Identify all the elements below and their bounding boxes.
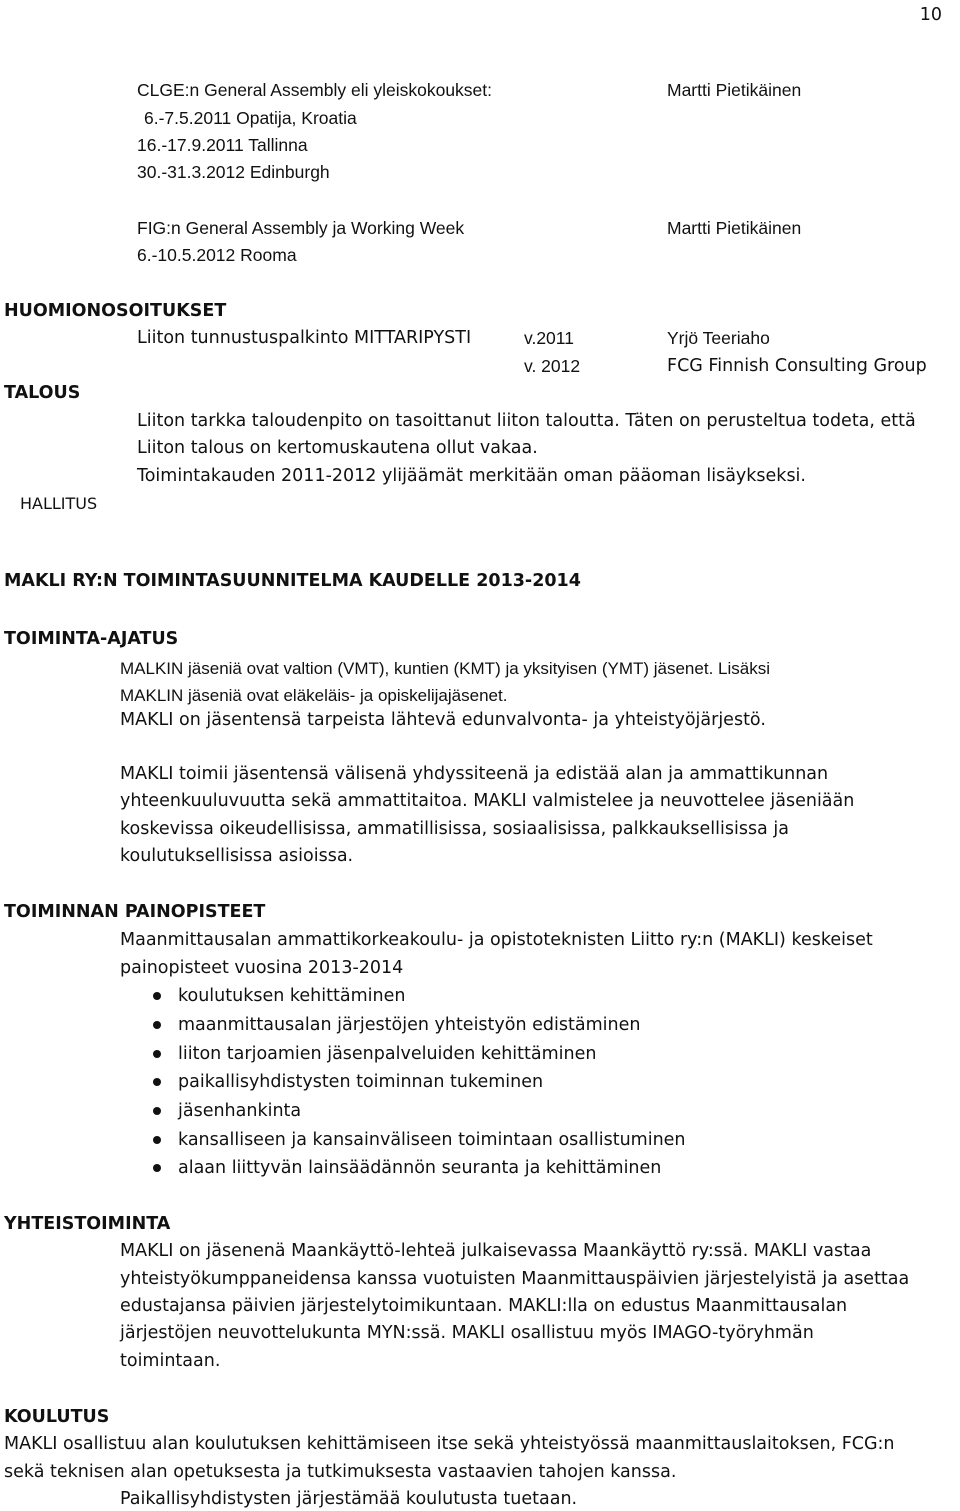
toiminta-para-line: koulutuksellisissa asioissa. (120, 846, 354, 866)
talous-line: Liiton tarkka taloudenpito on tasoittanut liiton taloutta. Täten on perusteltua todeta, että (137, 411, 916, 431)
bullet-icon (153, 1078, 161, 1086)
award-name: Liiton tunnustuspalkinto MITTARIPYSTI (137, 328, 472, 348)
list-item: jäsenhankinta (178, 1101, 302, 1121)
fig-title: FIG:n General Assembly ja Working Week (137, 218, 465, 238)
yhteistoiminta-line: edustajansa päivien järjestelytoimikuntaan. MAKLI:lla on edustus Maanmittausalan (120, 1296, 848, 1316)
hallitus-heading: HALLITUS (20, 494, 98, 513)
bullet-icon (153, 1021, 161, 1029)
yhteistoiminta-line: järjestöjen neuvottelukunta MYN:ssä. MAKLI osallistuu myös IMAGO-työryhmän (120, 1323, 814, 1343)
yhteistoiminta-line: yhteistyökumppaneidensa kanssa vuotuisten Maanmittauspäivien järjestelyistä ja asettaa (120, 1269, 910, 1289)
recognitions-heading: HUOMIONOSOITUKSET (4, 301, 227, 321)
list-item: kansalliseen ja kansainväliseen toimintaan osallistuminen (178, 1130, 686, 1150)
koulutus-heading: KOULUTUS (4, 1407, 110, 1427)
toiminta-para-line: koskevissa oikeudellisissa, ammatillisissa, sosiaalisissa, palkkauksellisissa ja (120, 819, 789, 839)
toiminta-para-line: yhteenkuuluvuutta sekä ammattitaitoa. MAKLI valmistelee ja neuvottelee jäseniään (120, 791, 855, 811)
clge-date: 16.-17.9.2011 Tallinna (137, 135, 308, 155)
talous-line: Toimintakauden 2011-2012 ylijäämät merkitään oman pääoman lisäykseksi. (137, 466, 806, 486)
clge-date: 30.-31.3.2012 Edinburgh (137, 162, 330, 182)
yhteistoiminta-heading: YHTEISTOIMINTA (4, 1214, 171, 1234)
page-number: 10 (919, 5, 942, 25)
yhteistoiminta-line: toimintaan. (120, 1351, 221, 1371)
bullet-icon (153, 1050, 161, 1058)
painopisteet-intro: Maanmittausalan ammattikorkeakoulu- ja opistoteknisten Liitto ry:n (MAKLI) keskeiset (120, 930, 873, 950)
award-year-2011: v.2011 (524, 328, 574, 348)
fig-date: 6.-10.5.2012 Rooma (137, 245, 297, 265)
list-item: alaan liittyvän lainsäädännön seuranta ja kehittäminen (178, 1158, 662, 1178)
koulutus-line: MAKLI osallistuu alan koulutuksen kehittämiseen itse sekä yhteistyössä maanmittauslaitoksen, FCG:n (4, 1434, 895, 1454)
list-item: paikallisyhdistysten toiminnan tukeminen (178, 1072, 544, 1092)
clge-date: 6.-7.5.2011 Opatija, Kroatia (144, 108, 357, 128)
bullet-icon (153, 1164, 161, 1172)
painopisteet-heading: TOIMINNAN PAINOPISTEET (4, 902, 266, 922)
award-recipient-2011: Yrjö Teeriaho (667, 328, 770, 348)
yhteistoiminta-line: MAKLI on jäsenenä Maankäyttö-lehteä julkaisevassa Maankäyttö ry:ssä. MAKLI vastaa (120, 1241, 872, 1261)
bullet-icon (153, 1107, 161, 1115)
bullet-icon (153, 992, 161, 1000)
talous-line: Liiton talous on kertomuskautena ollut vakaa. (137, 438, 538, 458)
list-item: maanmittausalan järjestöjen yhteistyön edistäminen (178, 1015, 641, 1035)
list-item: liiton tarjoamien jäsenpalveluiden kehittäminen (178, 1044, 597, 1064)
award-year-2012: v. 2012 (524, 356, 581, 376)
toiminta-ajatus-heading: TOIMINTA-AJATUS (4, 629, 179, 649)
bullet-icon (153, 1136, 161, 1144)
toiminta-line: MAKLIN jäseniä ovat eläkeläis- ja opiskelijajäsenet. (120, 686, 508, 705)
clge-title: CLGE:n General Assembly eli yleiskokoukset: (137, 80, 493, 100)
plan-title: MAKLI RY:N TOIMINTASUUNNITELMA KAUDELLE 2013-2014 (4, 571, 581, 591)
clge-person: Martti Pietikäinen (667, 80, 802, 100)
toiminta-line: MAKLI on jäsentensä tarpeista lähtevä edunvalvonta- ja yhteistyöjärjestö. (120, 710, 766, 730)
list-item: koulutuksen kehittäminen (178, 986, 406, 1006)
toiminta-line: MALKIN jäseniä ovat valtion (VMT), kuntien (KMT) ja yksityisen (YMT) jäsenet. Lisäksi (120, 659, 770, 678)
talous-heading: TALOUS (4, 383, 81, 403)
award-recipient-2012: FCG Finnish Consulting Group (667, 356, 927, 376)
koulutus-line: sekä teknisen alan opetuksesta ja tutkimuksesta vastaavien tahojen kanssa. (4, 1462, 677, 1482)
toiminta-para-line: MAKLI toimii jäsentensä välisenä yhdyssiteenä ja edistää alan ja ammattikunnan (120, 764, 829, 784)
painopisteet-intro: painopisteet vuosina 2013-2014 (120, 958, 404, 978)
fig-person: Martti Pietikäinen (667, 218, 802, 238)
koulutus-last-line: Paikallisyhdistysten järjestämää koulutusta tuetaan. (120, 1489, 578, 1509)
